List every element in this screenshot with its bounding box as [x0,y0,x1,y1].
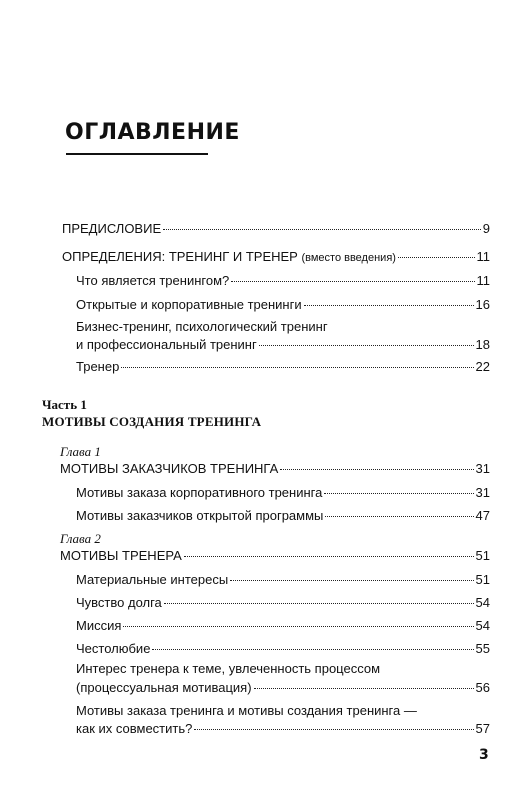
dot-leader [230,580,473,581]
toc-entry-title: Что является тренингом? [76,273,230,288]
toc-entry-title-line2: (процессуальная мотивация) [76,680,252,695]
toc-entry[interactable] [76,594,490,612]
toc-entry-page: 11 [476,249,490,264]
toc-entry-page: 9 [482,221,490,236]
dot-leader [231,281,474,282]
toc-entry[interactable] [76,507,490,525]
dot-leader [304,305,474,306]
dot-leader [254,688,474,689]
chapter-label: Глава 2 [60,531,101,546]
toc-entry-page: 51 [475,548,490,563]
dot-leader [194,729,473,730]
toc-entry-title: Материальные интересы [76,572,229,587]
toc-entry-page: 54 [475,618,490,633]
heading-underline [66,153,208,155]
toc-entry-title: ПРЕДИСЛОВИЕ [62,221,162,236]
dot-leader [325,516,473,517]
toc-entry-title: Мотивы заказа корпоративного тренинга [76,485,323,500]
toc-entry-title: Честолюбие [76,641,151,656]
toc-entry[interactable] [76,617,490,635]
part-label: Часть 1 [42,397,87,412]
toc-entry-title-line1: Интерес тренера к теме, увлеченность процессом [76,661,381,676]
dot-leader [184,556,474,557]
chapter-title: МОТИВЫ ТРЕНЕРА [60,548,182,563]
page-number: 3 [479,747,489,763]
toc-entry[interactable] [76,336,490,354]
toc-entry-title-note: (вместо введения) [301,252,396,264]
toc-heading: ОГЛАВЛЕНИЕ [65,120,240,145]
toc-entry[interactable] [76,358,490,376]
dot-leader [164,603,474,604]
toc-entry-page: 31 [475,485,490,500]
dot-leader [152,649,473,650]
toc-entry[interactable] [76,272,490,290]
toc-entry-page: 47 [475,508,490,523]
toc-entry-page: 11 [476,273,490,288]
part-title: МОТИВЫ СОЗДАНИЯ ТРЕНИНГА [42,414,262,429]
toc-entry[interactable] [76,640,490,658]
toc-entry-chapter[interactable] [60,460,490,478]
dot-leader [259,345,474,346]
toc-entry-page: 31 [475,461,490,476]
dot-leader [324,493,473,494]
toc-entry-page: 56 [475,680,490,695]
toc-entry-page: 57 [475,721,490,736]
toc-entry-title [62,248,396,267]
dot-leader [123,626,473,627]
toc-entry-title: Мотивы заказчиков открытой программы [76,508,324,523]
toc-entry-title-line1: Бизнес-тренинг, психологический тренинг [76,319,328,334]
toc-entry-title: Чувство долга [76,595,162,610]
toc-entry-title-main: ОПРЕДЕЛЕНИЯ: ТРЕНИНГ И ТРЕНЕР [62,249,298,264]
toc-entry-title: Миссия [76,618,122,633]
dot-leader [163,229,481,230]
toc-entry[interactable] [76,679,490,697]
toc-entry-chapter[interactable] [60,547,490,565]
toc-entry-page: 22 [475,359,490,374]
toc-entry[interactable] [76,720,490,738]
toc-entry-title-line2: как их совместить? [76,721,193,736]
chapter-title: МОТИВЫ ЗАКАЗЧИКОВ ТРЕНИНГА [60,461,279,476]
toc-entry-page: 51 [475,572,490,587]
dot-leader [398,257,475,258]
toc-entry-title: Тренер [76,359,120,374]
toc-entry-title-line1: Мотивы заказа тренинга и мотивы создания тренинга — [76,703,417,718]
toc-entry[interactable] [76,296,490,314]
toc-entry[interactable] [76,571,490,589]
toc-entry-page: 55 [475,641,490,656]
toc-entry-title-line2: и профессиональный тренинг [76,337,257,352]
toc-entry-page: 18 [475,337,490,352]
chapter-label: Глава 1 [60,444,101,459]
toc-entry-page: 16 [475,297,490,312]
toc-entry-title: Открытые и корпоративные тренинги [76,297,302,312]
dot-leader [280,469,473,470]
toc-entry-preface[interactable] [62,220,490,238]
toc-entry-definitions[interactable] [62,248,490,267]
toc-entry[interactable] [76,484,490,502]
dot-leader [121,367,473,368]
toc-entry-page: 54 [475,595,490,610]
